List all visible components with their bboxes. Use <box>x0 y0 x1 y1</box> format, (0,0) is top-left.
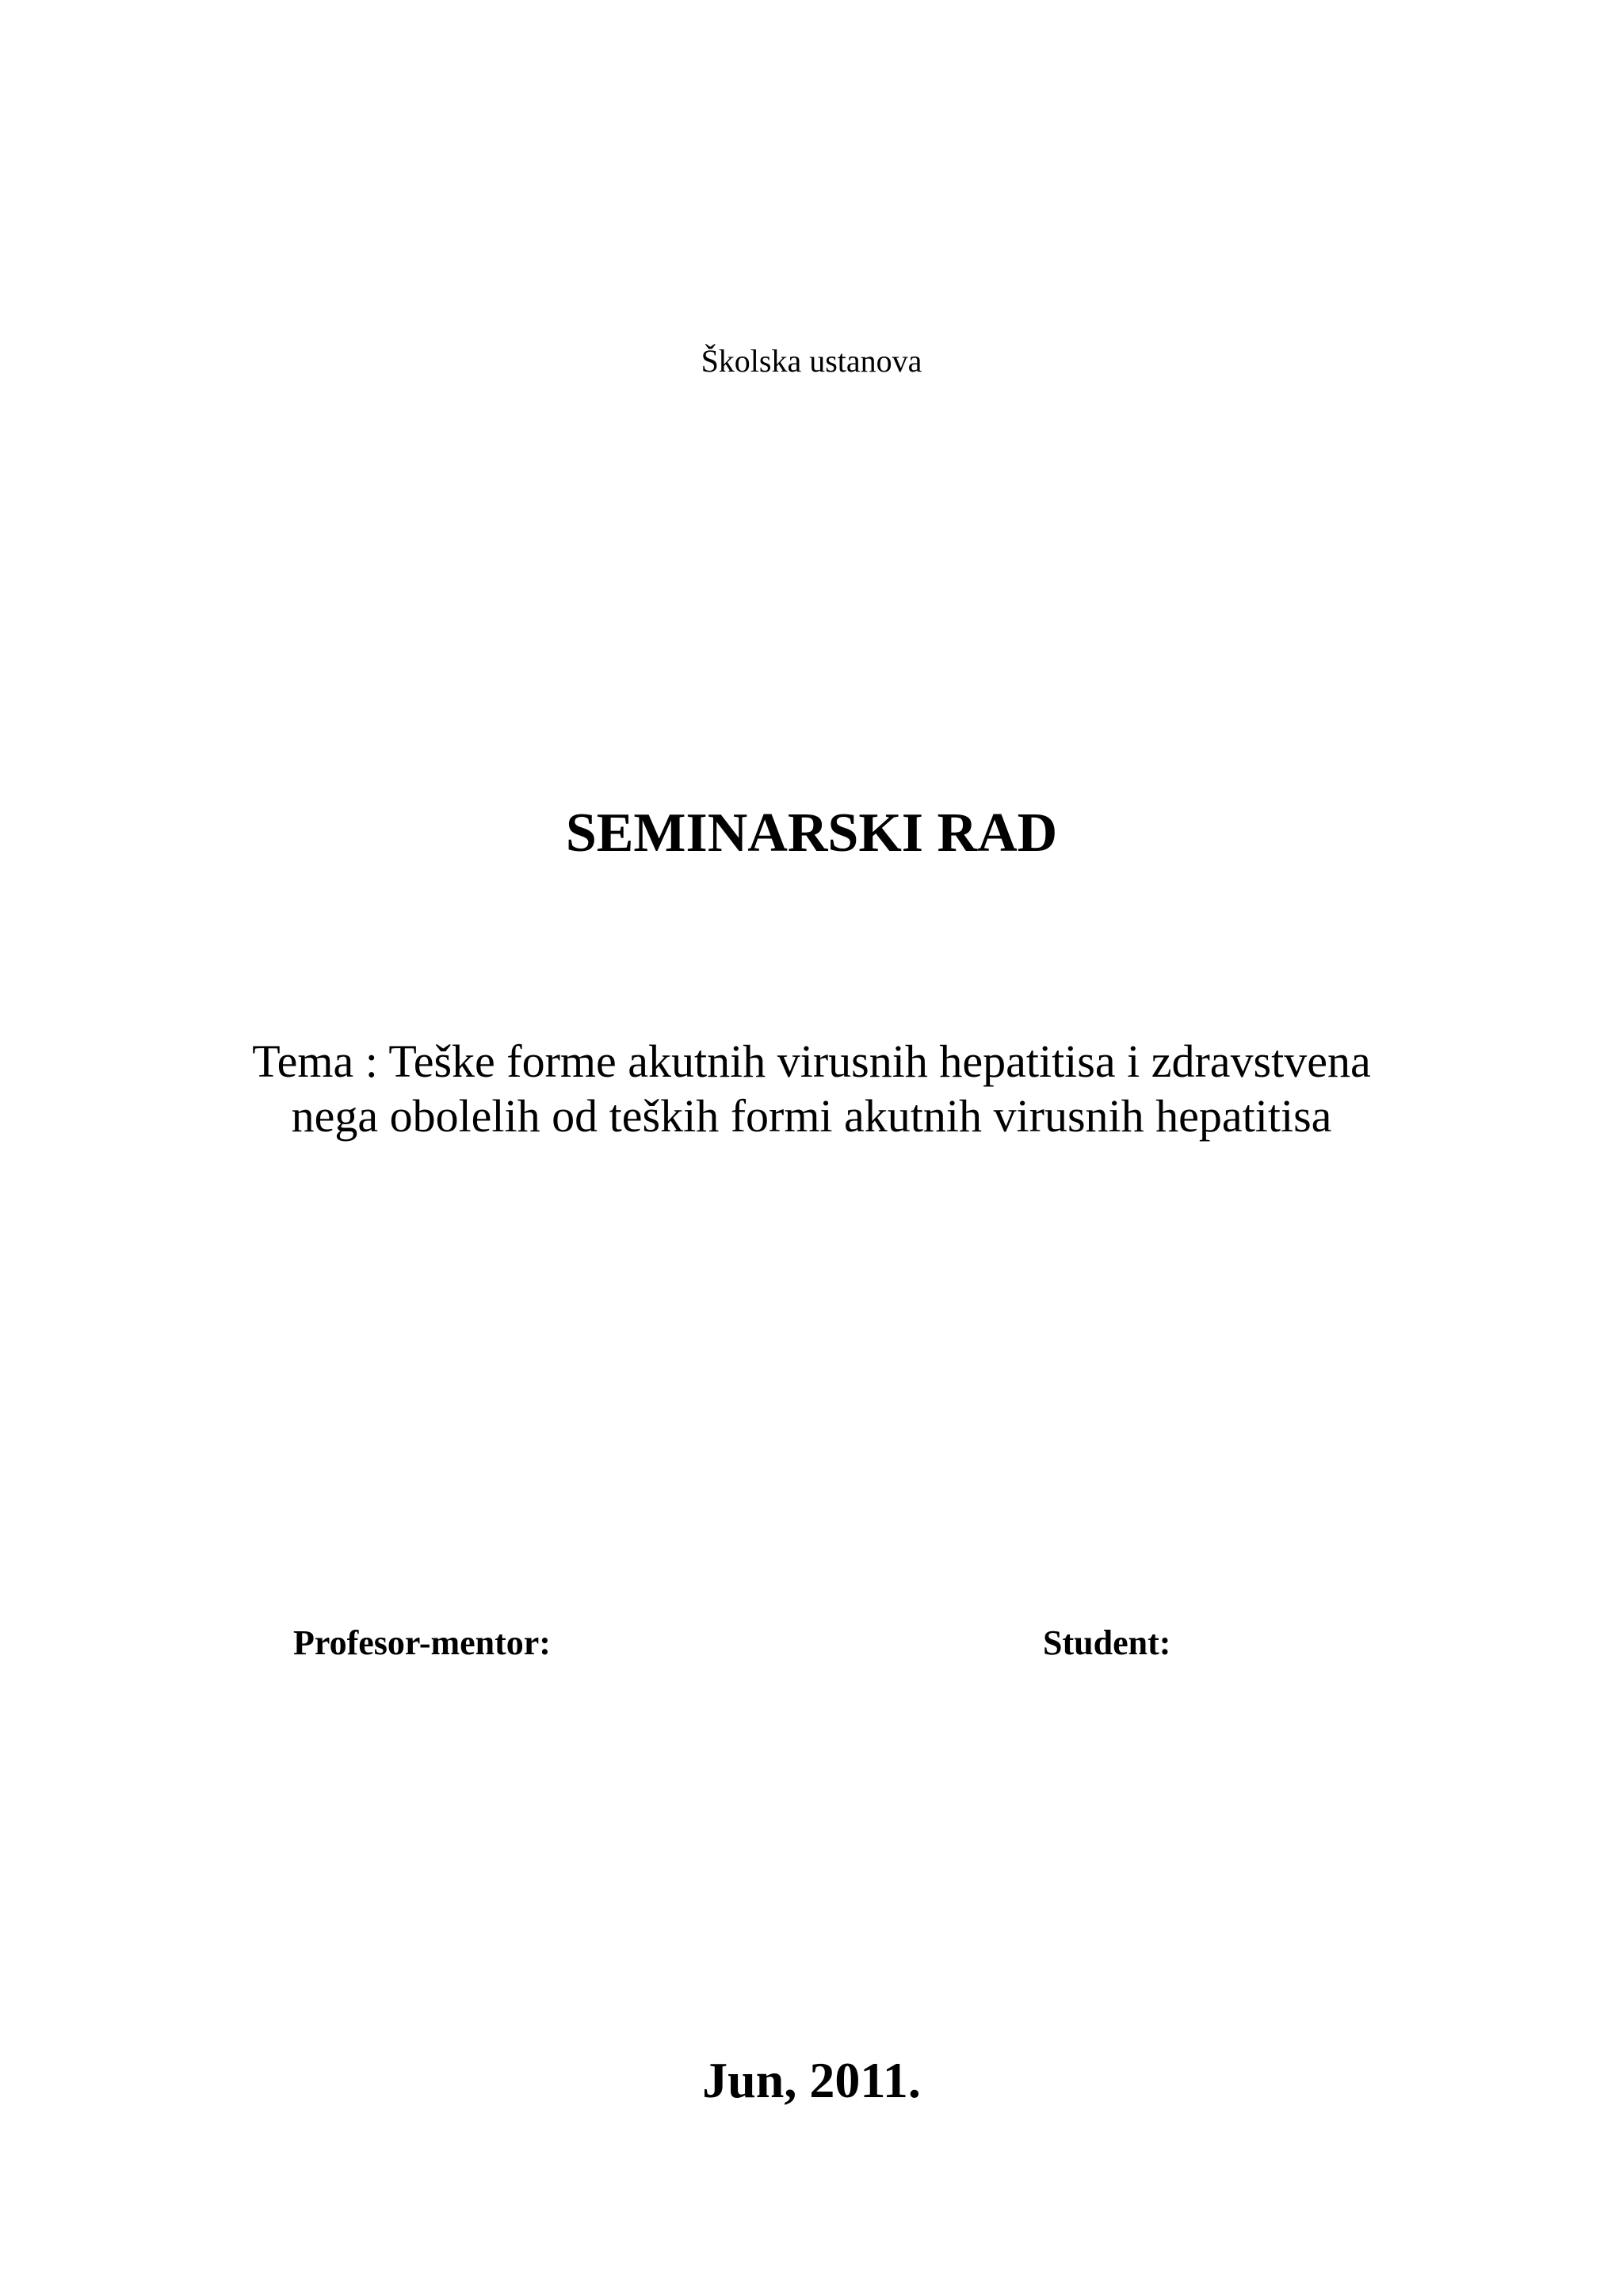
topic-line: Tema : Teške forme akutnih virusnih hepatitisa i zdravstvena <box>252 1035 1371 1087</box>
document-date: Jun, 2011. <box>702 2052 921 2108</box>
professor-mentor-label: Profesor-mentor: <box>293 1623 551 1662</box>
document-title: SEMINARSKI RAD <box>565 803 1058 864</box>
student-label: Student: <box>1043 1623 1171 1662</box>
topic-line: nega obolelih od teških formi akutnih virusnih hepatitisa <box>291 1090 1332 1142</box>
institution-name: Školska ustanova <box>701 343 922 379</box>
topic-block <box>178 1034 1445 1143</box>
